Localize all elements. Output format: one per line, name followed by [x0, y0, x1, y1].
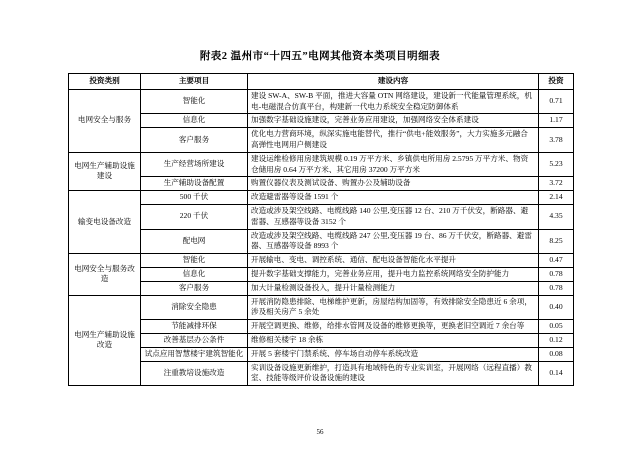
project-cell: 改善基层办公条件 [141, 333, 248, 347]
project-cell: 220 千伏 [141, 204, 248, 229]
content-cell: 提升数字基础支撑能力，完善业务应用，提升电力监控系统网络安全防护能力 [248, 267, 539, 281]
table-row [69, 267, 574, 281]
column-header: 建设内容 [248, 74, 539, 90]
investment-cell: 0.78 [539, 281, 574, 295]
content-cell: 开展输电、变电、调控系统、通信、配电设备智能化水平提升 [248, 254, 539, 268]
table-row [69, 347, 574, 361]
table-body [69, 89, 574, 385]
table-header-row [69, 74, 574, 90]
content-cell: 开展空调更换、维修，给排水管网及设备的维修更换等，更换老旧空调近 7 余台等 [248, 320, 539, 334]
content-cell: 加大计量检测设备投入，提升计量检测能力 [248, 281, 539, 295]
content-cell: 建设运维检修用房建筑规模 0.19 万平方米、乡镇供电所用房 2.5795 万平方米、物资仓储用房 0.64 万平方米、其它用房 37200 万平方米 [248, 152, 539, 177]
content-cell: 购置仪器仪表及测试设备、购置办公及辅助设备 [248, 177, 539, 191]
table-row [69, 320, 574, 334]
table-row [69, 361, 574, 386]
table-row [69, 333, 574, 347]
project-cell: 试点应用智慧楼宇建筑智能化 [141, 347, 248, 361]
project-cell: 智能化 [141, 254, 248, 268]
content-cell: 加强数字基础设施建设，完善业务应用建设，加强网络安全体系建设 [248, 114, 539, 128]
investment-cell: 4.35 [539, 204, 574, 229]
projects-table [68, 73, 574, 386]
investment-cell: 1.17 [539, 114, 574, 128]
content-cell: 实训设备设施更新维护，打造具有地域特色的专业实训室，开展网络（远程直播）教室、技能等级评价设备设施的建设 [248, 361, 539, 386]
content-cell: 维修相关楼宇 18 余栋 [248, 333, 539, 347]
investment-cell: 3.72 [539, 177, 574, 191]
investment-cell: 5.23 [539, 152, 574, 177]
project-cell: 客户服务 [141, 128, 248, 153]
investment-cell: 0.14 [539, 361, 574, 386]
content-cell: 改造或涉及架空线路、电缆线路 140 公里,变压器 12 台、210 万千伏安，断路器、避雷器、互感器等设备 3152 个 [248, 204, 539, 229]
project-cell: 客户服务 [141, 281, 248, 295]
investment-cell: 0.12 [539, 333, 574, 347]
table-row [69, 204, 574, 229]
project-cell: 生产辅助设备配置 [141, 177, 248, 191]
content-cell: 改造或涉及架空线路、电缆线路 247 公里,变压器 19 台、86 万千伏安，断路器、避雷器、互感器等设备 8993 个 [248, 229, 539, 254]
project-cell: 500 千伏 [141, 191, 248, 205]
project-cell: 注重教培设施改造 [141, 361, 248, 386]
project-cell: 智能化 [141, 89, 248, 114]
page-number: 56 [316, 428, 324, 436]
investment-cell: 3.78 [539, 128, 574, 153]
table-row [69, 295, 574, 320]
category-cell: 电网安全与服务改造 [69, 254, 141, 295]
column-header: 主要项目 [141, 74, 248, 90]
category-cell: 输变电设备改造 [69, 191, 141, 254]
table-row [69, 254, 574, 268]
project-cell: 配电网 [141, 229, 248, 254]
content-cell: 开展消防隐患排除、电梯维护更新，房屋结构加固等，有效排除安全隐患近 6 余项，涉及相关房产 5 余处 [248, 295, 539, 320]
category-cell: 电网生产辅助设施改造 [69, 295, 141, 386]
table-row [69, 89, 574, 114]
table-row [69, 114, 574, 128]
content-cell: 优化电力营商环境，纵深实施电能替代，推行“供电+能效服务”，大力实施多元融合高弹性电网用户侧建设 [248, 128, 539, 153]
table-row [69, 229, 574, 254]
table-title: 附表2 温州市“十四五”电网其他资本类项目明细表 [199, 51, 441, 62]
investment-cell: 0.78 [539, 267, 574, 281]
project-cell: 消除安全隐患 [141, 295, 248, 320]
investment-cell: 8.25 [539, 229, 574, 254]
investment-cell: 0.05 [539, 320, 574, 334]
column-header: 投资类别 [69, 74, 141, 90]
investment-cell: 0.40 [539, 295, 574, 320]
table-row [69, 191, 574, 205]
project-cell: 信息化 [141, 267, 248, 281]
table-row [69, 281, 574, 295]
project-cell: 生产经营场所建设 [141, 152, 248, 177]
content-cell: 建设 SW-A、SW-B 平面，推进大容量 OTN 网络建设，建设新一代能量管理系统，机电-电磁混合仿真平台，构建新一代电力系统安全稳定防御体系 [248, 89, 539, 114]
table-row [69, 152, 574, 177]
table-row [69, 128, 574, 153]
content-cell: 改造避雷器等设备 1591 个 [248, 191, 539, 205]
project-cell: 节能减排环保 [141, 320, 248, 334]
investment-cell: 2.14 [539, 191, 574, 205]
investment-cell: 0.08 [539, 347, 574, 361]
column-header: 投资 [539, 74, 574, 90]
project-cell: 信息化 [141, 114, 248, 128]
category-cell: 电网生产辅助设施建设 [69, 152, 141, 190]
category-cell: 电网安全与服务 [69, 89, 141, 152]
table-row [69, 177, 574, 191]
content-cell: 开展 5 套楼宇门禁系统、停车场自动停车系统改造 [248, 347, 539, 361]
investment-cell: 0.71 [539, 89, 574, 114]
investment-cell: 0.47 [539, 254, 574, 268]
